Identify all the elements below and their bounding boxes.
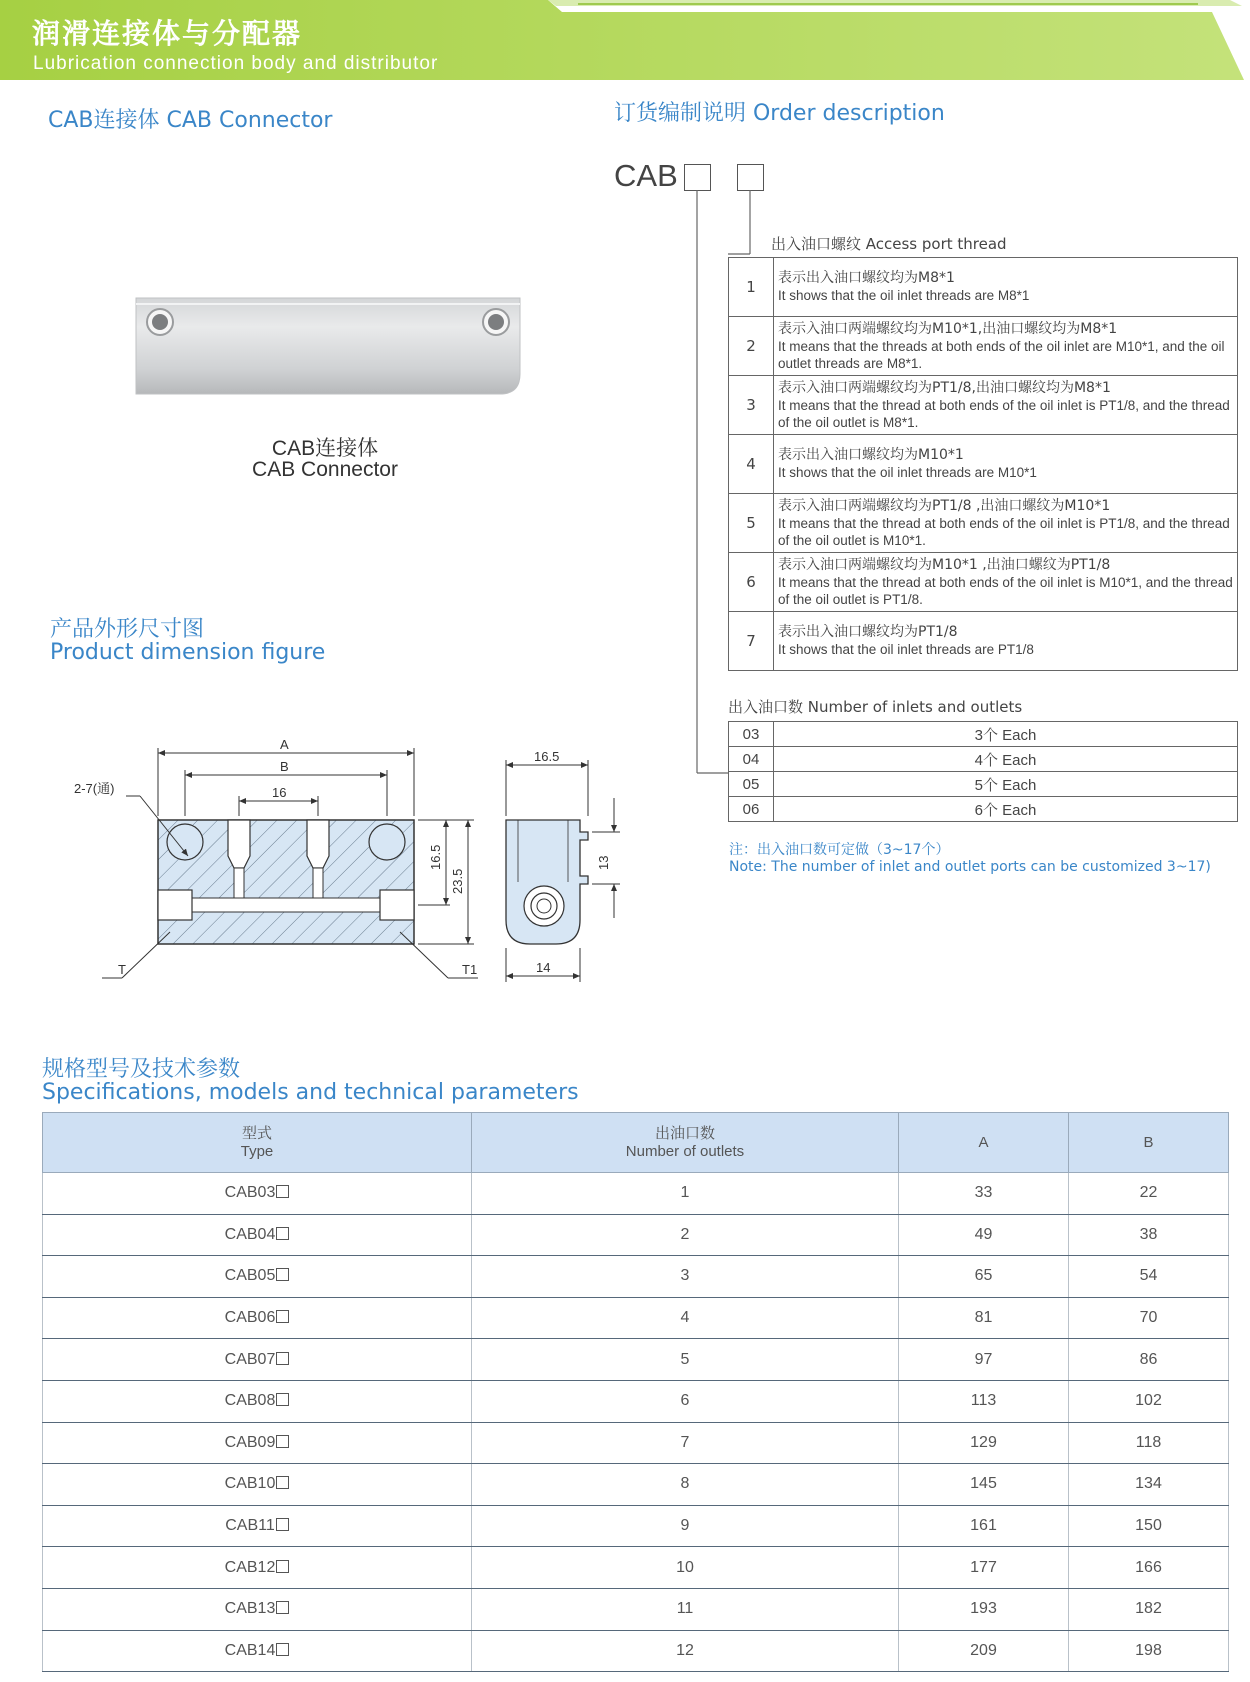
- dim-holes-label: 2-7(通): [74, 781, 115, 796]
- option-box-icon: [276, 1185, 289, 1198]
- dim-T1-label: T1: [462, 962, 478, 977]
- thread-row: 7 表示出入油口螺纹均为PT1/8 It shows that the oil inlet threads are PT1/8: [729, 612, 1238, 671]
- option-box-icon: [276, 1601, 289, 1614]
- inlet-label: 出入油口数 Number of inlets and outlets: [728, 698, 1023, 716]
- order-code-prefix: CAB: [614, 158, 678, 193]
- dim-pitch-label: 16: [272, 785, 287, 800]
- thread-type-box: [737, 164, 764, 191]
- dim-B-label: B: [280, 759, 289, 774]
- table-row: CAB05 3 65 54: [43, 1256, 1229, 1298]
- thread-row: 4 表示出入油口螺纹均为M10*1 It shows that the oil inlet threads are M10*1: [729, 435, 1238, 494]
- thread-row: 1 表示出入油口螺纹均为M8*1 It shows that the oil inlet threads are M8*1: [729, 258, 1238, 317]
- col-a: A: [899, 1113, 1069, 1173]
- inlet-row: 03 3个 Each: [729, 722, 1238, 747]
- option-box-icon: [276, 1268, 289, 1281]
- thread-row: 2 表示入油口两端螺纹均为M10*1,出油口螺纹均为M8*1 It means that the threads at both ends of the oil inlet are M10*1, and the oil outlet threads are M8*1.: [729, 317, 1238, 376]
- option-box-icon: [276, 1352, 289, 1365]
- inlet-row: 04 4个 Each: [729, 747, 1238, 772]
- banner-subtitle: Lubrication connection body and distributor: [33, 53, 439, 74]
- option-box-icon: [276, 1435, 289, 1448]
- dim-A-label: A: [280, 737, 289, 752]
- spec-table: [42, 1112, 1229, 1672]
- table-row: CAB09 7 129 118: [43, 1422, 1229, 1464]
- col-outlets: 出油口数 Number of outlets: [472, 1113, 899, 1173]
- table-row: CAB10 8 145 134: [43, 1464, 1229, 1506]
- table-row: CAB07 5 97 86: [43, 1339, 1229, 1381]
- note-cn: 注：出入油口数可定做（3~17个）: [729, 842, 950, 858]
- spec-title-en: Specifications, models and technical parameters: [42, 1080, 579, 1105]
- option-box-icon: [276, 1518, 289, 1531]
- table-row: CAB08 6 113 102: [43, 1380, 1229, 1422]
- option-box-icon: [276, 1393, 289, 1406]
- table-row: CAB14 12 209 198: [43, 1630, 1229, 1672]
- dim-h2-label: 23.5: [450, 868, 465, 894]
- side-h-label: 13: [596, 855, 611, 870]
- dim-T-label: T: [118, 962, 126, 977]
- spec-header-row: [43, 1113, 1229, 1173]
- table-row: CAB12 10 177 166: [43, 1547, 1229, 1589]
- banner-title: 润滑连接体与分配器: [32, 17, 303, 50]
- table-row: CAB03 1 33 22: [43, 1173, 1229, 1215]
- inlet-row: 05 5个 Each: [729, 772, 1238, 797]
- order-section-title: 订货编制说明 Order description: [614, 101, 945, 126]
- col-type: 型式 Type: [43, 1113, 472, 1173]
- spec-title-cn: 规格型号及技术参数: [42, 1057, 241, 1082]
- inlet-count-box: [684, 164, 711, 191]
- table-row: CAB13 11 193 182: [43, 1588, 1229, 1630]
- note-en: Note: The number of inlet and outlet ports can be customized 3~17): [729, 859, 1211, 875]
- dimension-title-en: Product dimension figure: [50, 640, 326, 665]
- dimension-drawing: [60, 720, 650, 990]
- thread-label: 出入油口螺纹 Access port thread: [771, 235, 1007, 253]
- connector-photo: [130, 296, 522, 398]
- table-row: CAB06 4 81 70: [43, 1297, 1229, 1339]
- dim-h1-label: 16.5: [428, 844, 443, 870]
- product-section-title: CAB连接体 CAB Connector: [48, 108, 333, 133]
- table-row: CAB04 2 49 38: [43, 1214, 1229, 1256]
- side-top-label: 16.5: [534, 749, 560, 764]
- option-box-icon: [276, 1560, 289, 1573]
- option-box-icon: [276, 1227, 289, 1240]
- thread-row: 6 表示入油口两端螺纹均为M10*1 ,出油口螺纹为PT1/8 It means that the thread at both ends of the oil inlet is M10*1, and the thread of the oil outlet is PT1/8.: [729, 553, 1238, 612]
- product-caption-cn: CAB连接体: [271, 437, 379, 460]
- option-box-icon: [276, 1476, 289, 1489]
- table-row: CAB11 9 161 150: [43, 1505, 1229, 1547]
- option-box-icon: [276, 1310, 289, 1323]
- header-banner: [0, 0, 1250, 84]
- col-b: B: [1069, 1113, 1229, 1173]
- inlet-table: [728, 721, 1238, 822]
- product-caption-en: CAB Connector: [252, 458, 398, 481]
- dimension-title-cn: 产品外形尺寸图: [50, 617, 205, 642]
- thread-table: [728, 257, 1238, 671]
- side-bottom-label: 14: [536, 960, 551, 975]
- thread-row: 3 表示入油口两端螺纹均为PT1/8,出油口螺纹均为M8*1 It means that the thread at both ends of the oil inlet is PT1/8, and the thread of the oil outlet is M8*1.: [729, 376, 1238, 435]
- thread-row: 5 表示入油口两端螺纹均为PT1/8 ,出油口螺纹为M10*1 It means that the thread at both ends of the oil inlet is PT1/8, and the thread of the oil outlet is M10*1.: [729, 494, 1238, 553]
- inlet-row: 06 6个 Each: [729, 797, 1238, 822]
- option-box-icon: [276, 1643, 289, 1656]
